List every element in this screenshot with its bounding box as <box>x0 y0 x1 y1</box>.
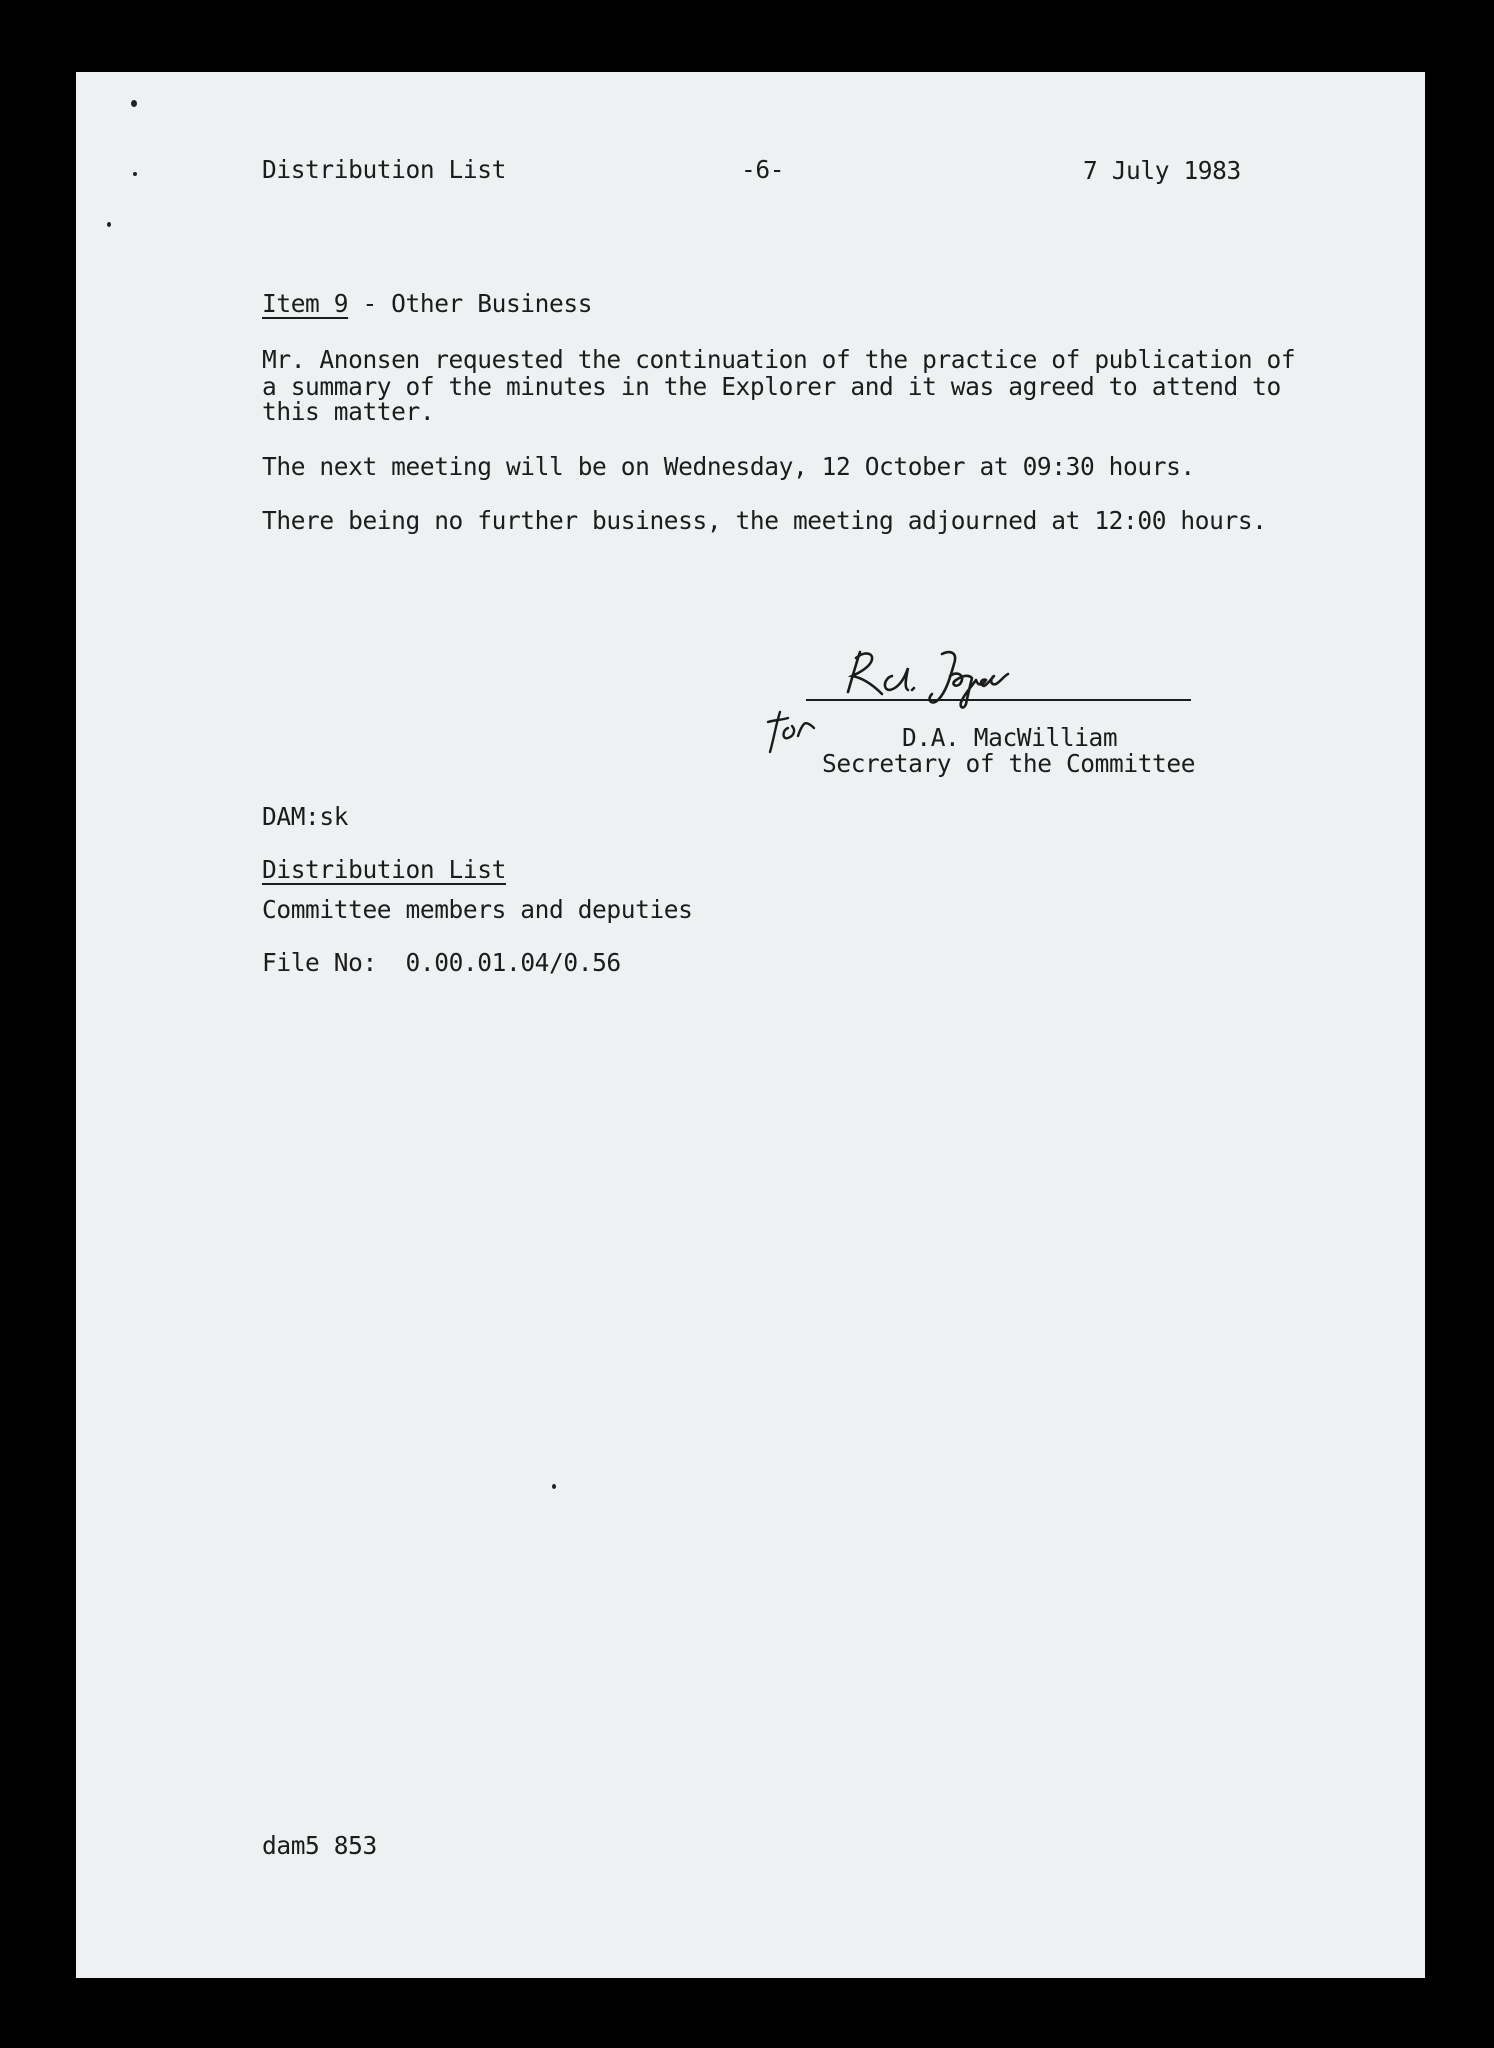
margin-speck <box>131 100 137 107</box>
document-page <box>76 72 1425 1978</box>
initials: DAM:sk <box>262 802 349 831</box>
margin-speck <box>552 1484 556 1489</box>
adjourned-text: There being no further business, the meeting adjourned at 12:00 hours. <box>262 506 1267 535</box>
page-number: -6- <box>741 155 785 184</box>
header-date: 7 July 1983 <box>1083 156 1241 185</box>
paragraph-line: Mr. Anonsen requested the continuation of the practice of publication of <box>262 345 1296 374</box>
item-heading-label: Item 9 <box>262 289 349 318</box>
file-number: 0.00.01.04/0.56 <box>405 948 621 977</box>
paragraph-line: a summary of the minutes in the Explorer and it was agreed to attend to <box>262 372 1281 401</box>
header-left: Distribution List <box>262 155 506 184</box>
margin-speck <box>107 222 111 227</box>
margin-speck <box>133 172 137 176</box>
document-code: dam5 853 <box>262 1831 377 1860</box>
file-number-line <box>262 950 621 976</box>
signatory-name: D.A. MacWilliam <box>902 723 1118 752</box>
distribution-text: Committee members and deputies <box>262 895 693 924</box>
handwritten-signature <box>846 642 1046 712</box>
paragraph-line: this matter. <box>262 397 435 426</box>
handwritten-for <box>766 708 826 758</box>
item-heading <box>262 291 592 317</box>
item-heading-rest: - Other Business <box>348 289 593 318</box>
next-meeting-text: The next meeting will be on Wednesday, 12 October at 09:30 hours. <box>262 452 1195 481</box>
signatory-title: Secretary of the Committee <box>822 749 1196 778</box>
distribution-heading: Distribution List <box>262 855 506 884</box>
file-label: File No: <box>262 948 377 977</box>
signature-line <box>806 699 1191 701</box>
